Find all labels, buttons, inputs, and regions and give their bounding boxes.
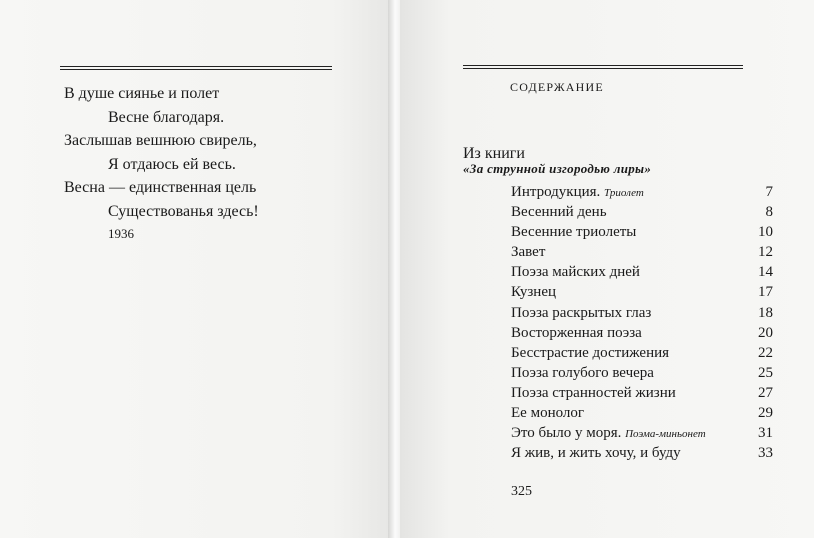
toc-entry-page: 10 bbox=[758, 224, 773, 241]
from-book-label: Из книги bbox=[463, 145, 525, 162]
toc-entry bbox=[511, 323, 773, 343]
book-title: «За струнной изгородью лиры» bbox=[463, 161, 652, 176]
toc-entry-page: 22 bbox=[758, 344, 773, 361]
right-page bbox=[400, 0, 814, 538]
toc-entry bbox=[511, 182, 773, 202]
toc-entry-page: 29 bbox=[758, 405, 773, 422]
top-rule bbox=[463, 65, 743, 69]
toc-entry-title: Поэза голубого вечера bbox=[511, 364, 654, 381]
poem-line: Заслышав вешнюю свирель, bbox=[64, 132, 257, 150]
toc-entry-page: 12 bbox=[758, 244, 773, 261]
contents-heading: СОДЕРЖАНИЕ bbox=[510, 80, 604, 94]
toc-entry-note: Триолет bbox=[604, 187, 644, 199]
toc-entry bbox=[511, 363, 773, 383]
toc-entry-title: Интродукция. bbox=[511, 184, 601, 200]
toc-entry-note: Поэма-миньонет bbox=[625, 428, 706, 441]
toc-entry bbox=[511, 443, 773, 463]
toc-entry bbox=[511, 303, 773, 323]
poem-line: Существованья здесь! bbox=[108, 202, 259, 220]
toc-entry-page: 8 bbox=[765, 204, 773, 221]
toc-entry-title: Ее монолог bbox=[511, 405, 585, 422]
toc-entry-page: 25 bbox=[758, 364, 773, 381]
toc-entry bbox=[511, 262, 773, 282]
poem-year: 1936 bbox=[108, 225, 134, 241]
contents-list bbox=[511, 182, 773, 463]
toc-entry bbox=[511, 343, 773, 363]
poem-line: Я отдаюсь ей весь. bbox=[108, 155, 236, 173]
page-number: 325 bbox=[511, 484, 532, 499]
toc-entry bbox=[511, 202, 773, 222]
toc-entry bbox=[511, 423, 773, 443]
poem-line: Весна — единственная цель bbox=[64, 179, 257, 197]
toc-entry-title: Кузнец bbox=[511, 284, 557, 301]
toc-entry-title: Это было у моря. bbox=[511, 425, 622, 442]
toc-entry bbox=[511, 383, 773, 403]
left-page bbox=[0, 0, 392, 538]
toc-entry-page: 18 bbox=[758, 304, 773, 321]
toc-entry-title: Бесстрастие достижения bbox=[511, 344, 670, 361]
toc-entry bbox=[511, 242, 773, 262]
poem-line: В душе сиянье и полет bbox=[64, 85, 220, 102]
toc-entry-page: 7 bbox=[765, 184, 773, 200]
toc-entry-page: 17 bbox=[758, 284, 773, 301]
toc-entry-title: Поэза раскрытых глаз bbox=[511, 304, 652, 321]
toc-entry-page: 31 bbox=[758, 425, 773, 442]
toc-entry-title: Завет bbox=[511, 244, 546, 261]
toc-entry-title: Поэза странностей жизни bbox=[511, 384, 676, 401]
top-rule bbox=[60, 66, 332, 70]
toc-entry-page: 20 bbox=[758, 324, 773, 341]
toc-entry-title: Весенний день bbox=[511, 204, 607, 221]
toc-entry-title: Я жив, и жить хочу, и буду bbox=[511, 445, 681, 462]
poem-line: Весне благодаря. bbox=[108, 108, 225, 126]
toc-entry-page: 14 bbox=[758, 264, 773, 281]
toc-entry bbox=[511, 403, 773, 423]
toc-entry-title: Весенние триолеты bbox=[511, 224, 637, 241]
toc-entry-title: Восторженная поэза bbox=[511, 324, 642, 341]
toc-entry-title: Поэза майских дней bbox=[511, 264, 640, 281]
toc-entry bbox=[511, 222, 773, 242]
toc-entry-page: 33 bbox=[758, 445, 773, 462]
toc-entry-page: 27 bbox=[758, 384, 773, 401]
poem bbox=[64, 82, 259, 243]
toc-entry bbox=[511, 282, 773, 302]
